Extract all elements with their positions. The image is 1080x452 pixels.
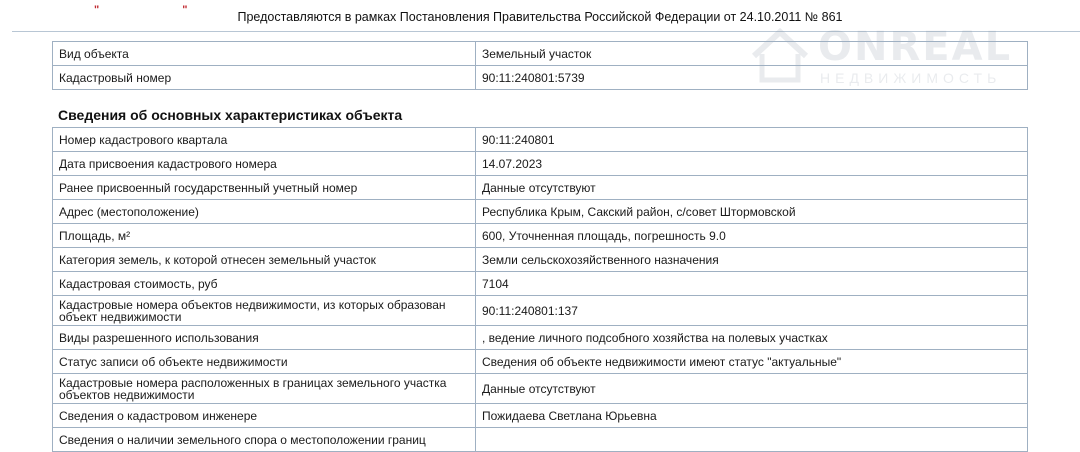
row-label: Адрес (местоположение)	[53, 200, 476, 224]
table-row	[53, 272, 1028, 296]
table-row	[53, 200, 1028, 224]
table-row	[53, 42, 1028, 66]
row-value: 90:11:240801	[476, 128, 1028, 152]
row-label: Ранее присвоенный государственный учетный номер	[53, 176, 476, 200]
section-title: Сведения об основных характеристиках объекта	[58, 107, 403, 123]
row-label: Кадастровый номер	[53, 66, 476, 90]
row-value: Земельный участок	[476, 42, 1028, 66]
object-table	[52, 41, 1028, 90]
header-marks: " "	[94, 4, 228, 16]
row-label: Кадастровая стоимость, руб	[53, 272, 476, 296]
table-row	[53, 296, 1028, 326]
row-label: Вид объекта	[53, 42, 476, 66]
row-value: 90:11:240801:5739	[476, 66, 1028, 90]
row-label: Сведения о кадастровом инженере	[53, 404, 476, 428]
row-value: Республика Крым, Сакский район, с/совет Штормовской	[476, 200, 1028, 224]
document-header: Предоставляются в рамках Постановления Правительства Российской Федерации от 24.10.2011 № 861	[237, 10, 843, 24]
row-value: 90:11:240801:137	[476, 296, 1028, 326]
table-row	[53, 152, 1028, 176]
row-value: 600, Уточненная площадь, погрешность 9.0	[476, 224, 1028, 248]
row-value: Пожидаева Светлана Юрьевна	[476, 404, 1028, 428]
table-row	[53, 404, 1028, 428]
row-label: Площадь, м²	[53, 224, 476, 248]
row-value	[476, 428, 1028, 452]
row-label: Виды разрешенного использования	[53, 326, 476, 350]
table-row	[53, 374, 1028, 404]
row-label: Категория земель, к которой отнесен земельный участок	[53, 248, 476, 272]
row-value: , ведение личного подсобного хозяйства на полевых участках	[476, 326, 1028, 350]
row-label: Кадастровые номера расположенных в границах земельного участка объектов недвижимости	[53, 374, 476, 404]
row-label: Кадастровые номера объектов недвижимости, из которых образован объект недвижимости	[53, 296, 476, 326]
table-row	[53, 224, 1028, 248]
table-row	[53, 248, 1028, 272]
row-value: Данные отсутствуют	[476, 374, 1028, 404]
table-row	[53, 326, 1028, 350]
row-label: Статус записи об объекте недвижимости	[53, 350, 476, 374]
watermark-sub: НЕДВИЖИМОСТЬ	[820, 70, 1002, 86]
watermark-brand: ONREAL	[818, 24, 1013, 70]
row-value: 14.07.2023	[476, 152, 1028, 176]
header-divider	[12, 31, 1080, 32]
row-value: Земли сельскохозяйственного назначения	[476, 248, 1028, 272]
table-row	[53, 128, 1028, 152]
row-label: Сведения о наличии земельного спора о местоположении границ	[53, 428, 476, 452]
characteristics-table	[52, 127, 1028, 452]
row-value: 7104	[476, 272, 1028, 296]
table-row	[53, 66, 1028, 90]
row-label: Дата присвоения кадастрового номера	[53, 152, 476, 176]
row-value: Данные отсутствуют	[476, 176, 1028, 200]
table-row	[53, 176, 1028, 200]
row-value: Сведения об объекте недвижимости имеют статус "актуальные"	[476, 350, 1028, 374]
row-label: Номер кадастрового квартала	[53, 128, 476, 152]
table-row	[53, 428, 1028, 452]
table-row	[53, 350, 1028, 374]
